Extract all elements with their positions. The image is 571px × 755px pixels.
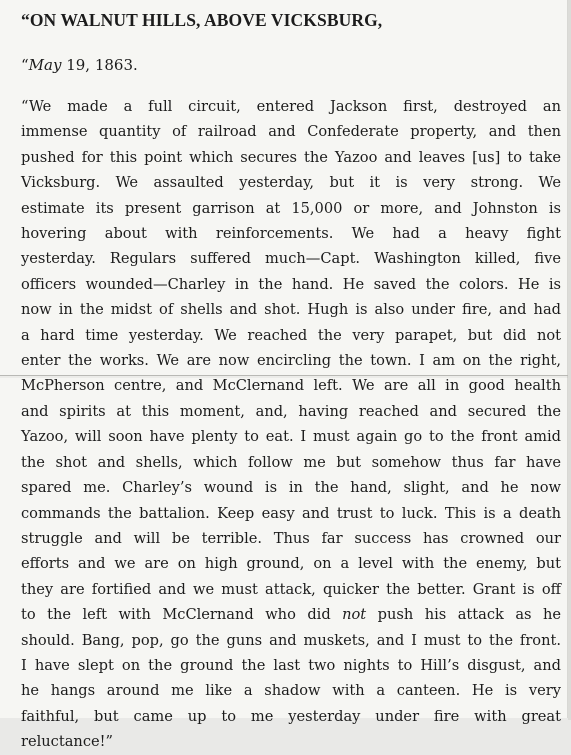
body-line: McPherson centre, and McClernand left. We are all in good health: [21, 377, 561, 395]
line-text-after: push his attack as he: [366, 606, 561, 624]
body-line: “We made a full circuit, entered Jackson first, destroyed an: [21, 98, 561, 115]
body-line: hovering about with reinforcements. We had a heavy fight: [21, 225, 561, 243]
body-line: Yazoo, will soon have plenty to eat. I must again go to the front amid: [21, 428, 561, 446]
emphasis-not: not: [342, 606, 367, 624]
body-line: I have slept on the ground the last two nights to Hill’s disgust, and: [21, 656, 561, 674]
body-line: struggle and will be terrible. Thus far success has crowned our: [21, 529, 561, 547]
body-line: estimate its present garrison at 15,000 or more, and Johnston is: [21, 199, 561, 217]
body-line: commands the battalion. Keep easy and trust to luck. This is a death: [21, 504, 561, 522]
letter-dateline: [21, 56, 138, 74]
body-line: immense quantity of railroad and Confederate property, and then: [21, 123, 561, 141]
body-line: they are fortified and we must attack, quicker the better. Grant is off: [21, 580, 561, 598]
body-line: should. Bang, pop, go the guns and muskets, and I must to the front.: [21, 631, 561, 649]
dateline-month: May: [28, 56, 62, 74]
body-line: and spirits at this moment, and, having reached and secured the: [21, 402, 561, 420]
letter-heading: “ON WALNUT HILLS, ABOVE VICKSBURG,: [21, 10, 383, 30]
letter-body: [21, 94, 561, 755]
body-line: now in the midst of shells and shot. Hugh is also under fire, and had: [21, 301, 561, 319]
body-line: yesterday. Regulars suffered much—Capt. Washington killed, five: [21, 250, 561, 268]
dateline-rest: 19, 1863.: [61, 56, 138, 74]
body-line-with-emphasis: [21, 602, 561, 627]
body-line: he hangs around me like a shadow with a canteen. He is very: [21, 682, 561, 700]
body-line-final: reluctance!”: [21, 733, 113, 751]
body-line: pushed for this point which secures the Yazoo and leaves [us] to take: [21, 148, 561, 166]
body-line: efforts and we are on high ground, on a level with the enemy, but: [21, 555, 561, 573]
body-line: officers wounded—Charley in the hand. He saved the colors. He is: [21, 275, 561, 293]
line-text-before: to the left with McClernand who did: [21, 606, 343, 624]
body-line: Vicksburg. We assaulted yesterday, but it is very strong. We: [21, 174, 561, 192]
body-line: enter the works. We are now encircling the town. I am on the right,: [21, 352, 561, 370]
body-line: faithful, but came up to me yesterday under fire with great: [21, 707, 561, 725]
body-line: spared me. Charley’s wound is in the hand, slight, and he now: [21, 479, 561, 497]
body-line: the shot and shells, which follow me but somehow thus far have: [21, 453, 561, 471]
paper-fold-shadow: [0, 376, 568, 378]
dateline-open-quote: “: [21, 56, 29, 74]
body-line: a hard time yesterday. We reached the very parapet, but did not: [21, 326, 561, 344]
